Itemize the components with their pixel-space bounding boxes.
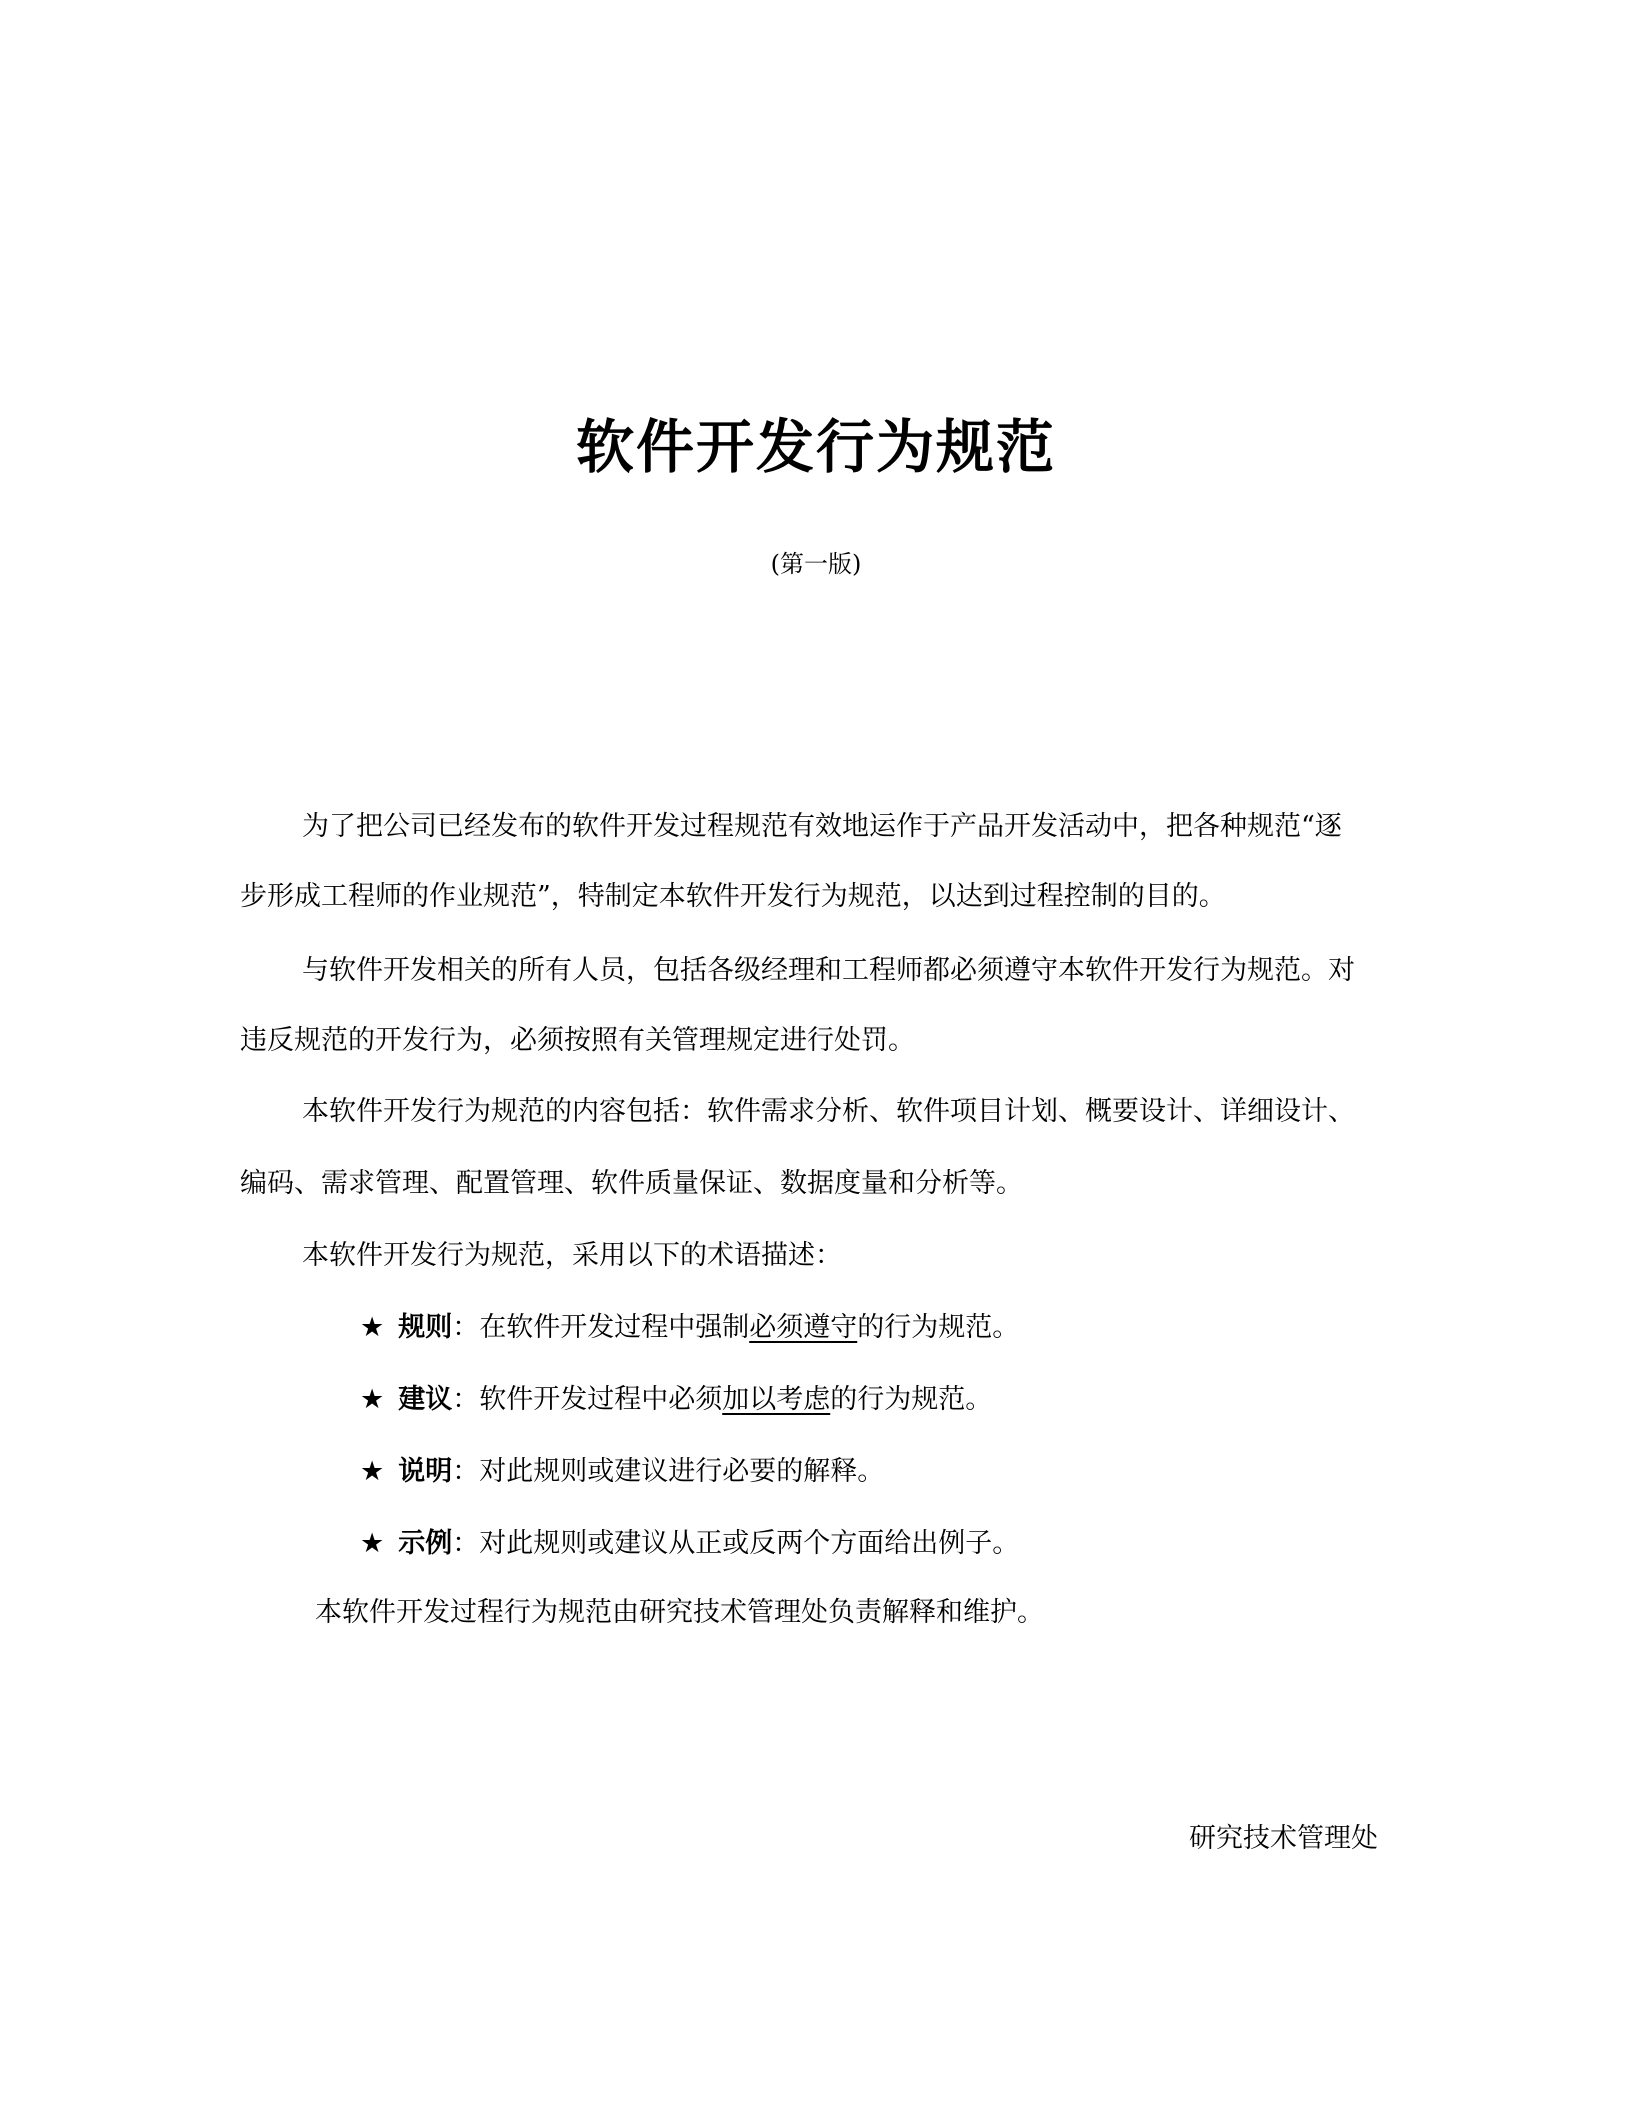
term-label: 建议 [398, 1384, 453, 1415]
paragraph-2-line-1: 与软件开发相关的所有人员，包括各级经理和工程师都必须遵守本软件开发行为规范。对 [302, 955, 1355, 986]
term-colon: ： [452, 1312, 480, 1343]
paragraph-2-line-2: 违反规范的开发行为，必须按照有关管理规定进行处罚。 [240, 1025, 915, 1056]
paragraph-3-line-2: 编码、需求管理、配置管理、软件质量保证、数据度量和分析等。 [240, 1168, 1023, 1199]
term-item-suggestion [360, 1382, 992, 1418]
star-icon: ★ [360, 1528, 385, 1559]
term-item-explanation [360, 1454, 884, 1490]
paragraph-3-line-1: 本软件开发行为规范的内容包括：软件需求分析、软件项目计划、概要设计、详细设计、 [302, 1096, 1355, 1127]
term-colon: ： [452, 1456, 480, 1487]
paragraph-1-line-1: 为了把公司已经发布的软件开发过程规范有效地运作于产品开发活动中，把各种规范“逐 [302, 811, 1342, 842]
term-text: 在软件开发过程中强制 [479, 1312, 750, 1343]
term-colon: ： [452, 1528, 480, 1559]
edition-label: (第一版) [770, 550, 862, 578]
signature: 研究技术管理处 [1189, 1823, 1378, 1854]
term-text: 对此规则或建议进行必要的解释。 [479, 1456, 885, 1487]
term-label: 示例 [398, 1528, 453, 1559]
paragraph-1-line-2: 步形成工程师的作业规范”，特制定本软件开发行为规范，以达到过程控制的目的。 [240, 881, 1226, 912]
closing-statement: 本软件开发过程行为规范由研究技术管理处负责解释和维护。 [315, 1597, 1044, 1628]
document-title: 软件开发行为规范 [575, 413, 1056, 481]
term-text-end: 的行为规范。 [830, 1384, 993, 1415]
star-icon: ★ [360, 1384, 385, 1415]
star-icon: ★ [360, 1312, 385, 1343]
term-text-end: 的行为规范。 [857, 1312, 1020, 1343]
term-text: 对此规则或建议从正或反两个方面给出例子。 [479, 1528, 1020, 1559]
term-item-rule [360, 1310, 1019, 1346]
term-text: 软件开发过程中必须 [479, 1384, 723, 1415]
term-colon: ： [452, 1384, 480, 1415]
term-label: 规则 [398, 1312, 453, 1343]
term-label: 说明 [398, 1456, 453, 1487]
term-underlined-text: 加以考虑 [722, 1384, 831, 1415]
star-icon: ★ [360, 1456, 385, 1487]
paragraph-4-line-1: 本软件开发行为规范，采用以下的术语描述： [302, 1240, 842, 1271]
term-underlined-text: 必须遵守 [749, 1312, 858, 1343]
term-item-example [360, 1526, 1019, 1562]
